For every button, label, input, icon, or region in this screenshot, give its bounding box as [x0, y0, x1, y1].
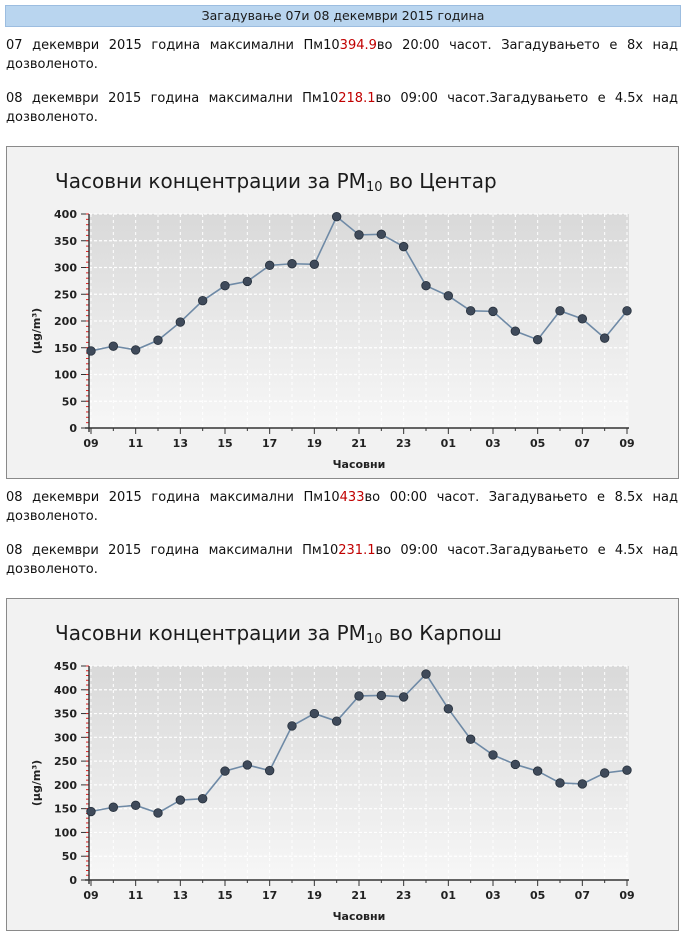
- text-after: во 09:00 часот.Загадувањето е 4.5х над дозволеното.: [6, 543, 679, 577]
- paragraph-karposh-dec8-b: [6, 541, 678, 579]
- data-point: [377, 230, 386, 239]
- data-point: [466, 735, 475, 744]
- text-before: 08 декември 2015 година максимални Пм10: [6, 91, 339, 106]
- text-after: во 00:00 часот. Загадувањето е 8.5х над дозволеното.: [6, 490, 678, 524]
- data-point: [265, 261, 274, 270]
- x-tick-label: 05: [530, 889, 546, 902]
- x-tick-label: 23: [396, 889, 412, 902]
- data-point: [310, 709, 319, 718]
- data-point: [355, 692, 364, 701]
- x-tick-label: 11: [128, 889, 144, 902]
- data-point: [131, 801, 140, 810]
- data-point: [556, 307, 565, 316]
- text-before: 08 декември 2015 година максимални Пм10: [6, 490, 340, 505]
- data-point: [600, 334, 609, 343]
- text-after: во 20:00 часот. Загадувањето е 8х над дозволеното.: [6, 38, 679, 72]
- max-value: 433: [339, 490, 365, 505]
- data-point: [600, 769, 609, 778]
- y-tick-label: 350: [54, 234, 77, 248]
- data-point: [511, 760, 520, 769]
- data-point: [399, 242, 408, 251]
- y-tick-label: 0: [69, 874, 77, 887]
- data-point: [154, 336, 163, 345]
- y-tick-label: 150: [54, 802, 77, 816]
- x-tick-label: 03: [485, 437, 501, 450]
- x-tick-label: 19: [306, 437, 322, 450]
- data-point: [422, 670, 431, 679]
- x-tick-label: 09: [83, 437, 99, 450]
- x-tick-label: 15: [217, 889, 233, 902]
- data-point: [87, 347, 96, 356]
- data-point: [533, 335, 542, 344]
- x-tick-label: 21: [351, 889, 367, 902]
- y-tick-label: 50: [61, 850, 77, 864]
- paragraph-centar-dec7: [6, 36, 678, 74]
- data-point: [109, 803, 118, 812]
- y-tick-label: 200: [54, 315, 77, 328]
- x-tick-label: 05: [530, 437, 546, 450]
- y-tick-label: 400: [54, 683, 77, 697]
- y-tick-label: 450: [54, 660, 77, 673]
- page-header: Загадување 07и 08 декември 2015 година: [5, 5, 681, 27]
- data-point: [198, 296, 207, 305]
- data-point: [623, 307, 632, 316]
- text-after: во 09:00 часот.Загадувањето е 4.5х над дозволеното.: [6, 91, 679, 125]
- data-point: [623, 766, 632, 775]
- x-tick-label: 01: [440, 437, 456, 450]
- chart-title: Часовни концентрации за PM10 во Карпош: [55, 621, 502, 647]
- chart-karposh: [6, 598, 679, 931]
- x-tick-label: 15: [217, 437, 233, 450]
- max-value: 394.9: [339, 38, 377, 53]
- data-point: [533, 767, 542, 776]
- data-point: [578, 315, 587, 324]
- paragraph-centar-dec8: [6, 89, 678, 127]
- y-tick-label: 400: [54, 208, 77, 221]
- y-tick-label: 250: [54, 755, 77, 769]
- paragraph-karposh-dec8-a: [6, 488, 678, 526]
- x-tick-label: 07: [574, 889, 590, 902]
- x-tick-label: 03: [485, 889, 501, 902]
- data-point: [444, 705, 453, 714]
- data-point: [556, 779, 565, 788]
- data-point: [265, 766, 274, 775]
- x-tick-label: 21: [351, 437, 367, 450]
- x-tick-label: 01: [440, 889, 456, 902]
- data-point: [332, 717, 341, 726]
- data-point: [243, 761, 252, 770]
- y-tick-label: 50: [61, 395, 77, 409]
- data-point: [399, 693, 408, 702]
- y-tick-label: 100: [54, 826, 77, 840]
- data-point: [489, 307, 498, 316]
- data-point: [511, 327, 520, 336]
- y-tick-label: 200: [54, 778, 77, 792]
- y-tick-label: 250: [54, 288, 77, 302]
- data-point: [176, 318, 185, 327]
- x-tick-label: 09: [83, 889, 99, 902]
- data-point: [288, 259, 297, 268]
- chart-title: Часовни концентрации за PM10 во Центар: [55, 169, 497, 195]
- x-tick-label: 13: [172, 889, 188, 902]
- data-point: [176, 796, 185, 805]
- x-tick-label: 09: [619, 437, 635, 450]
- max-value: 218.1: [338, 91, 376, 106]
- x-axis-label: Часовни: [332, 910, 386, 923]
- max-value: 231.1: [338, 543, 376, 558]
- data-point: [288, 722, 297, 731]
- x-tick-label: 07: [574, 437, 590, 450]
- data-point: [444, 292, 453, 301]
- data-point: [109, 342, 118, 351]
- x-tick-label: 23: [396, 437, 412, 450]
- data-point: [466, 307, 475, 316]
- chart-svg: [7, 599, 678, 930]
- chart-centar: [6, 146, 679, 479]
- x-tick-label: 17: [262, 889, 278, 902]
- data-point: [243, 277, 252, 286]
- x-tick-label: 11: [128, 437, 144, 450]
- x-tick-label: 17: [262, 437, 278, 450]
- data-point: [377, 691, 386, 700]
- y-axis-label: (µg/m³): [30, 759, 43, 807]
- x-tick-label: 13: [172, 437, 188, 450]
- chart-svg: [7, 147, 678, 478]
- data-point: [154, 809, 163, 818]
- y-tick-label: 100: [54, 368, 77, 382]
- data-point: [221, 767, 230, 776]
- data-point: [489, 751, 498, 760]
- data-point: [578, 780, 587, 789]
- x-tick-label: 19: [306, 889, 322, 902]
- data-point: [332, 212, 341, 221]
- y-tick-label: 300: [54, 261, 77, 275]
- y-tick-label: 0: [69, 422, 77, 435]
- data-point: [198, 794, 207, 803]
- data-point: [422, 281, 431, 290]
- y-tick-label: 150: [54, 341, 77, 355]
- data-point: [131, 346, 140, 355]
- text-before: 08 декември 2015 година максимални Пм10: [6, 543, 339, 558]
- x-axis-label: Часовни: [332, 458, 386, 471]
- x-tick-label: 09: [619, 889, 635, 902]
- data-point: [355, 231, 364, 240]
- y-tick-label: 300: [54, 731, 77, 745]
- text-before: 07 декември 2015 година максимални Пм10: [6, 38, 340, 53]
- y-tick-label: 350: [54, 707, 77, 721]
- data-point: [87, 807, 96, 816]
- data-point: [310, 260, 319, 269]
- y-axis-label: (µg/m³): [30, 307, 43, 355]
- data-point: [221, 281, 230, 290]
